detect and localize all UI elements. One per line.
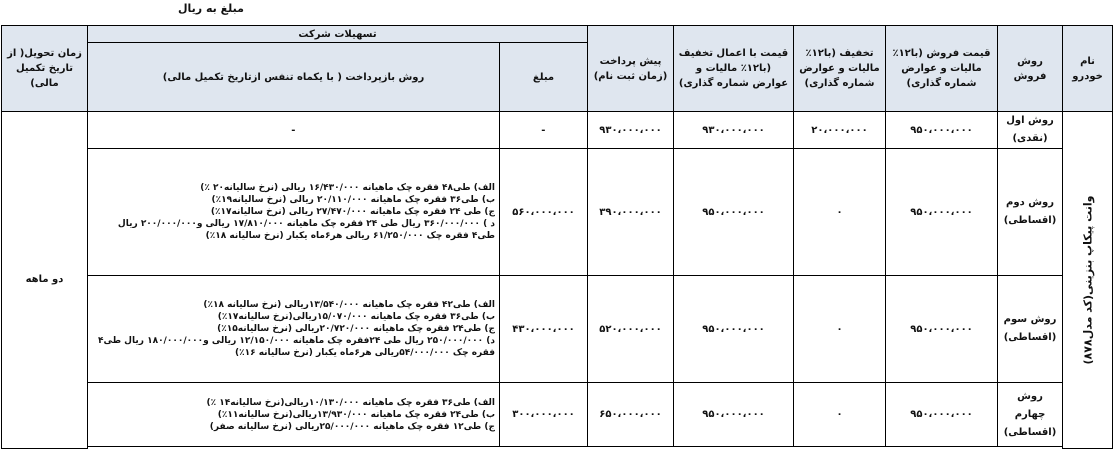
header-delivery: زمان تحویل( از تاریخ تکمیل مالی) <box>2 26 88 112</box>
price-after-discount-cell: ۹۵۰،۰۰۰،۰۰۰ <box>674 383 794 447</box>
car-name: وانت پیکاپ بنزینی(کد مدل۸۷۸) <box>1081 195 1095 365</box>
price-after-discount-cell: ۹۵۰،۰۰۰،۰۰۰ <box>674 149 794 276</box>
method-cell: روش اول (نقدی) <box>998 112 1063 149</box>
header-car-name: نام خودرو <box>1063 26 1113 112</box>
car-name-cell <box>1063 112 1113 449</box>
terms-cell <box>88 383 500 447</box>
discount-cell: ۰ <box>794 383 886 447</box>
unit-note: مبلغ به ریال <box>178 2 244 15</box>
header-prepayment: پیش پرداخت (زمان ثبت نام) <box>588 26 674 112</box>
amount-cell: ۵۶۰،۰۰۰،۰۰۰ <box>500 149 588 276</box>
header-amount: مبلغ <box>500 43 588 112</box>
sale-price-cell: ۹۵۰،۰۰۰،۰۰۰ <box>886 112 998 149</box>
delivery-cell: دو ماهه <box>2 112 88 449</box>
terms-cell <box>88 149 500 276</box>
discount-cell: ۰ <box>794 149 886 276</box>
header-facilities: تسهیلات شرکت <box>88 26 588 43</box>
prepayment-cell: ۹۳۰،۰۰۰،۰۰۰ <box>588 112 674 149</box>
header-repayment: روش بازپرداخت ( با یکماه تنفس ازتاریخ تکمیل مالی) <box>88 43 500 112</box>
method-cell: روش دوم (اقساطی) <box>998 149 1063 276</box>
header-sale-method: روش فروش <box>998 26 1063 112</box>
table-row <box>2 276 1113 383</box>
terms-cell <box>88 276 500 383</box>
method-cell: روش سوم (اقساطی) <box>998 276 1063 383</box>
price-after-discount-cell: ۹۳۰،۰۰۰،۰۰۰ <box>674 112 794 149</box>
discount-cell: ۲۰،۰۰۰،۰۰۰ <box>794 112 886 149</box>
sale-price-cell: ۹۵۰،۰۰۰،۰۰۰ <box>886 276 998 383</box>
header-discount: تخفیف (با۱۲٪ مالیات و عوارض شماره گذاری) <box>794 26 886 112</box>
discount-cell: ۰ <box>794 276 886 383</box>
header-price-after-discount: قیمت با اعمال تخفیف (با۱۲٪ مالیات و عوارض شماره گذاری) <box>674 26 794 112</box>
terms-cell: - <box>88 112 500 149</box>
sale-price-cell: ۹۵۰،۰۰۰،۰۰۰ <box>886 383 998 447</box>
table-row <box>2 112 1113 149</box>
term-line: طی۴ فقره چک ۶۱/۲۵۰/۰۰۰ ریالی هر۶ماه یکبار (نرخ سالیانه ۱۸٪) <box>205 231 496 241</box>
term-line: ج) طی ۲۴ فقره چک ماهیانه ۲۷/۴۷۰/۰۰۰ ریالی (نرخ سالیانه۱۷٪) <box>210 207 496 217</box>
term-line: د) ۲۵۰/۰۰۰/۰۰۰ ریال طی ۲۴فقره چک ماهیانه ۱۲/۱۵۰/۰۰۰ ریالی و۱۸۰/۰۰۰/۰۰۰ ریال طی۴ <box>97 336 496 346</box>
amount-cell: ۳۰۰،۰۰۰،۰۰۰ <box>500 383 588 447</box>
term-line: د ) ۳۶۰/۰۰۰/۰۰۰ ریال طی ۲۴ فقره چک ماهیانه ۱۷/۸۱۰/۰۰۰ ریالی و۲۰۰/۰۰۰/۰۰۰ ریال <box>117 219 496 229</box>
term-line: فقره چک ۵۴/۰۰۰/۰۰۰ریالی هر۶ماه یکبار (نرخ سالیانه ۱۶٪) <box>234 348 496 358</box>
term-line: الف) طی۳۶ فقره چک ماهیانه ۱۰/۱۳۰/۰۰۰ریالی(نرخ سالیانه۱۴ ٪) <box>206 397 496 408</box>
table-row <box>2 383 1113 447</box>
term-line: ب) طی۳۶ فقره چک ماهیانه ۲۰/۱۱۰/۰۰۰ ریالی (نرخ سالیانه۱۹٪) <box>211 195 496 205</box>
header-sale-price: قیمت فروش (با۱۲٪ مالیات و عوارض شماره گذاری) <box>886 26 998 112</box>
sale-price-cell: ۹۵۰،۰۰۰،۰۰۰ <box>886 149 998 276</box>
amount-cell: ۴۳۰،۰۰۰،۰۰۰ <box>500 276 588 383</box>
price-after-discount-cell: ۹۵۰،۰۰۰،۰۰۰ <box>674 276 794 383</box>
term-line: ب) طی۳۶ فقره چک ماهیانه ۱۵/۰۷۰/۰۰۰ریالی(نرخ سالیانه۱۷٪) <box>217 312 496 322</box>
method-cell: روش چهارم (اقساطی) <box>998 383 1063 447</box>
table-row <box>2 149 1113 276</box>
prepayment-cell: ۵۲۰،۰۰۰،۰۰۰ <box>588 276 674 383</box>
term-line: ج) طی۲۴ فقره چک ماهیانه ۲۰/۷۲۰/۰۰۰ریالی (نرخ سالیانه۱۵٪) <box>217 324 496 334</box>
term-line: ج) طی۱۲ فقره چک ماهیانه ۲۵/۰۰۰/۰۰۰ریالی (نرخ سالیانه صفر) <box>209 421 496 432</box>
amount-cell: - <box>500 112 588 149</box>
term-line: الف) طی۴۲ فقره چک ماهیانه ۱۳/۵۴۰/۰۰۰ریالی (نرخ سالیانه ۱۸٪) <box>203 300 496 310</box>
prepayment-cell: ۶۵۰،۰۰۰،۰۰۰ <box>588 383 674 447</box>
prepayment-cell: ۳۹۰،۰۰۰،۰۰۰ <box>588 149 674 276</box>
term-line: ب) طی۲۴ فقره چک ماهیانه ۱۳/۹۳۰/۰۰۰ریالی(نرخ سالیانه۱۱٪) <box>217 409 496 420</box>
term-line: الف) طی۴۸ فقره چک ماهیانه ۱۶/۴۳۰/۰۰۰ ریالی (نرخ سالیانه۲۰ ٪) <box>200 183 496 193</box>
sales-conditions-table <box>1 25 1113 449</box>
